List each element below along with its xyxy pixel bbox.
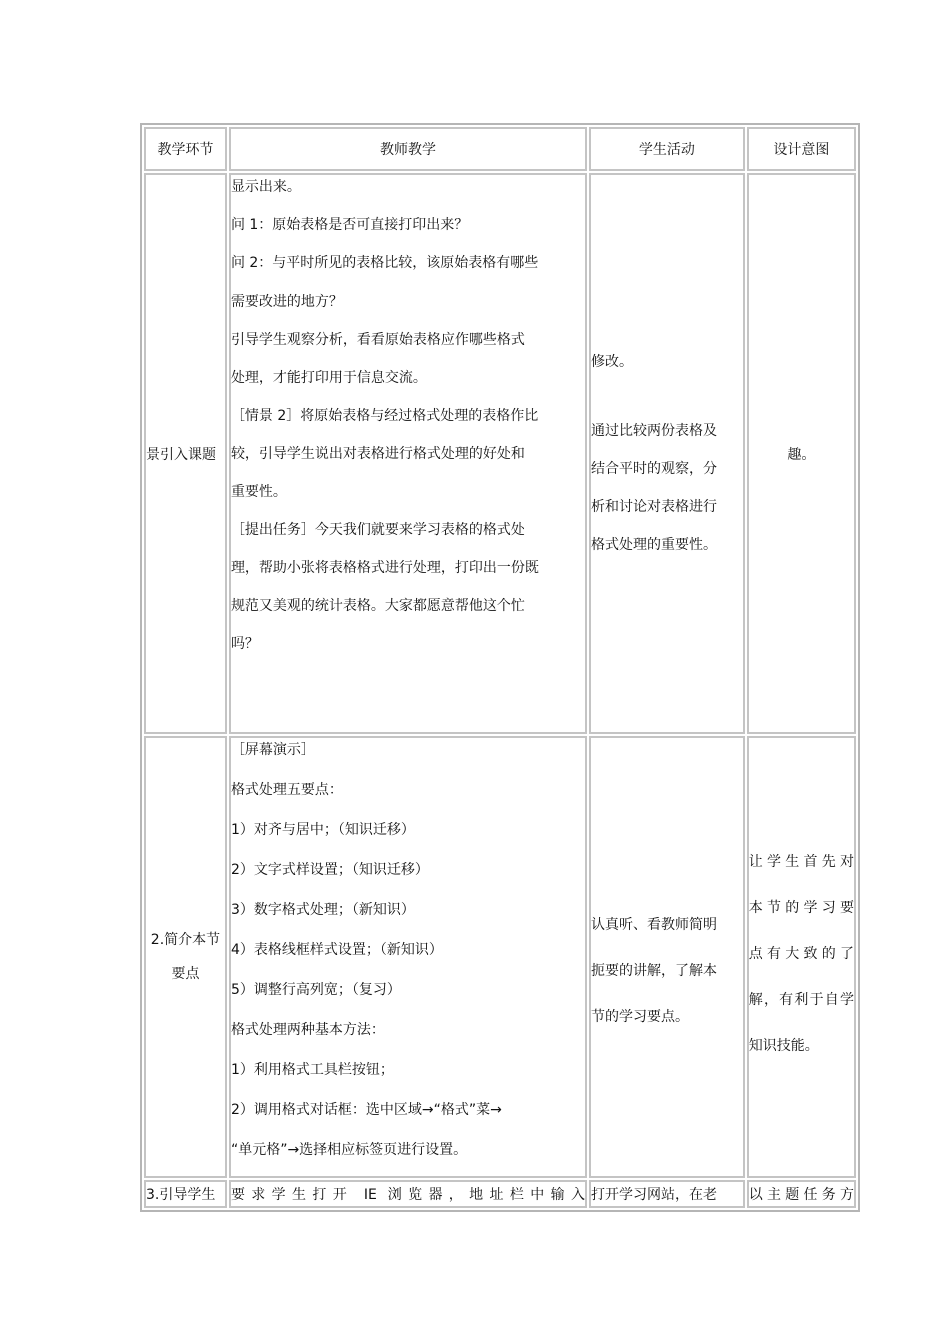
row2-intent bbox=[747, 736, 856, 1178]
row2-teacher-line: 格式处理五要点： bbox=[230, 782, 343, 798]
lesson-plan-table bbox=[140, 123, 860, 1212]
row2-intent-line: 点有大致的了 bbox=[748, 946, 854, 962]
row1-teacher-line: 规范又美观的统计表格。大家都愿意帮他这个忙 bbox=[230, 598, 525, 614]
table-row bbox=[144, 173, 856, 734]
row1-teacher-line: 吗？ bbox=[230, 636, 259, 652]
row2-teacher-line: 2）调用格式对话框：选中区域→“格式”菜→ bbox=[230, 1102, 502, 1118]
row1-student-line: 通过比较两份表格及 bbox=[590, 423, 717, 439]
row3-intent: 以主题任务方 bbox=[747, 1180, 856, 1208]
row2-stage bbox=[144, 736, 227, 1178]
row1-teacher-line: 较，引导学生说出对表格进行格式处理的好处和 bbox=[230, 446, 525, 462]
row2-teacher-line: 格式处理两种基本方法： bbox=[230, 1022, 385, 1038]
row2-student bbox=[589, 736, 745, 1178]
row2-teacher-line: 1）对齐与居中；（知识迁移） bbox=[230, 822, 415, 838]
row2-stage-line: 要点 bbox=[171, 966, 200, 982]
row1-teacher bbox=[229, 173, 587, 734]
row1-student-line: 结合平时的观察，分 bbox=[590, 461, 717, 477]
row1-teacher-line: ［情景 2］将原始表格与经过格式处理的表格作比 bbox=[230, 408, 539, 424]
row2-teacher-line: 5）调整行高列宽；（复习） bbox=[230, 982, 401, 998]
table-row bbox=[144, 736, 856, 1178]
row1-teacher-line: 重要性。 bbox=[230, 484, 287, 500]
header-stage: 教学环节 bbox=[144, 127, 227, 171]
row1-teacher-line: 显示出来。 bbox=[230, 179, 301, 195]
row1-teacher-line: ［提出任务］今天我们就要来学习表格的格式处 bbox=[230, 522, 525, 538]
row3-stage: 3.引导学生 bbox=[144, 1180, 227, 1208]
row2-intent-line: 知识技能。 bbox=[748, 1038, 819, 1054]
row2-intent-line: 本节的学习要 bbox=[748, 900, 854, 916]
row2-teacher-line: “单元格”→选择相应标签页进行设置。 bbox=[230, 1142, 468, 1158]
row2-teacher-line: 4）表格线框样式设置；（新知识） bbox=[230, 942, 443, 958]
row2-student-line: 节的学习要点。 bbox=[590, 1009, 689, 1025]
row2-intent-line: 让学生首先对 bbox=[748, 854, 854, 870]
row2-teacher-line: 2）文字式样设置；（知识迁移） bbox=[230, 862, 429, 878]
row1-teacher-line: 理，帮助小张将表格格式进行处理，打印出一份既 bbox=[230, 560, 539, 576]
header-student: 学生活动 bbox=[589, 127, 745, 171]
row2-stage-line: 2.简介本节 bbox=[150, 932, 221, 948]
row1-teacher-line: 需要改进的地方？ bbox=[230, 294, 343, 310]
header-teacher: 教师教学 bbox=[229, 127, 587, 171]
row1-student-line: 析和讨论对表格进行 bbox=[590, 499, 717, 515]
row1-student bbox=[589, 173, 745, 734]
header-intent: 设计意图 bbox=[747, 127, 856, 171]
row2-intent-line: 解，有利于自学 bbox=[748, 992, 854, 1008]
row1-intent: 趣。 bbox=[747, 173, 856, 734]
row2-teacher-line: 1）利用格式工具栏按钮； bbox=[230, 1062, 394, 1078]
row1-teacher-line: 引导学生观察分析，看看原始表格应作哪些格式 bbox=[230, 332, 525, 348]
row2-teacher-line: ［屏幕演示］ bbox=[230, 742, 315, 758]
row3-teacher: 要求学生打开 IE 浏览器，地址栏中输入 bbox=[229, 1180, 587, 1208]
row2-teacher bbox=[229, 736, 587, 1178]
row2-student-line: 扼要的讲解，了解本 bbox=[590, 963, 717, 979]
row1-student-top: 修改。 bbox=[590, 354, 633, 370]
table-header-row bbox=[144, 127, 856, 171]
document-page bbox=[140, 123, 860, 1212]
row1-student-line: 格式处理的重要性。 bbox=[590, 537, 717, 553]
row1-teacher-line: 问 1：原始表格是否可直接打印出来？ bbox=[230, 217, 469, 233]
row3-student: 打开学习网站，在老 bbox=[589, 1180, 745, 1208]
row2-student-line: 认真听、看教师简明 bbox=[590, 917, 717, 933]
table-row bbox=[144, 1180, 856, 1208]
row1-stage: 景引入课题 bbox=[144, 173, 227, 734]
row1-teacher-line: 处理，才能打印用于信息交流。 bbox=[230, 370, 427, 386]
row2-teacher-line: 3）数字格式处理；（新知识） bbox=[230, 902, 415, 918]
row1-teacher-line: 问 2：与平时所见的表格比较，该原始表格有哪些 bbox=[230, 255, 539, 271]
